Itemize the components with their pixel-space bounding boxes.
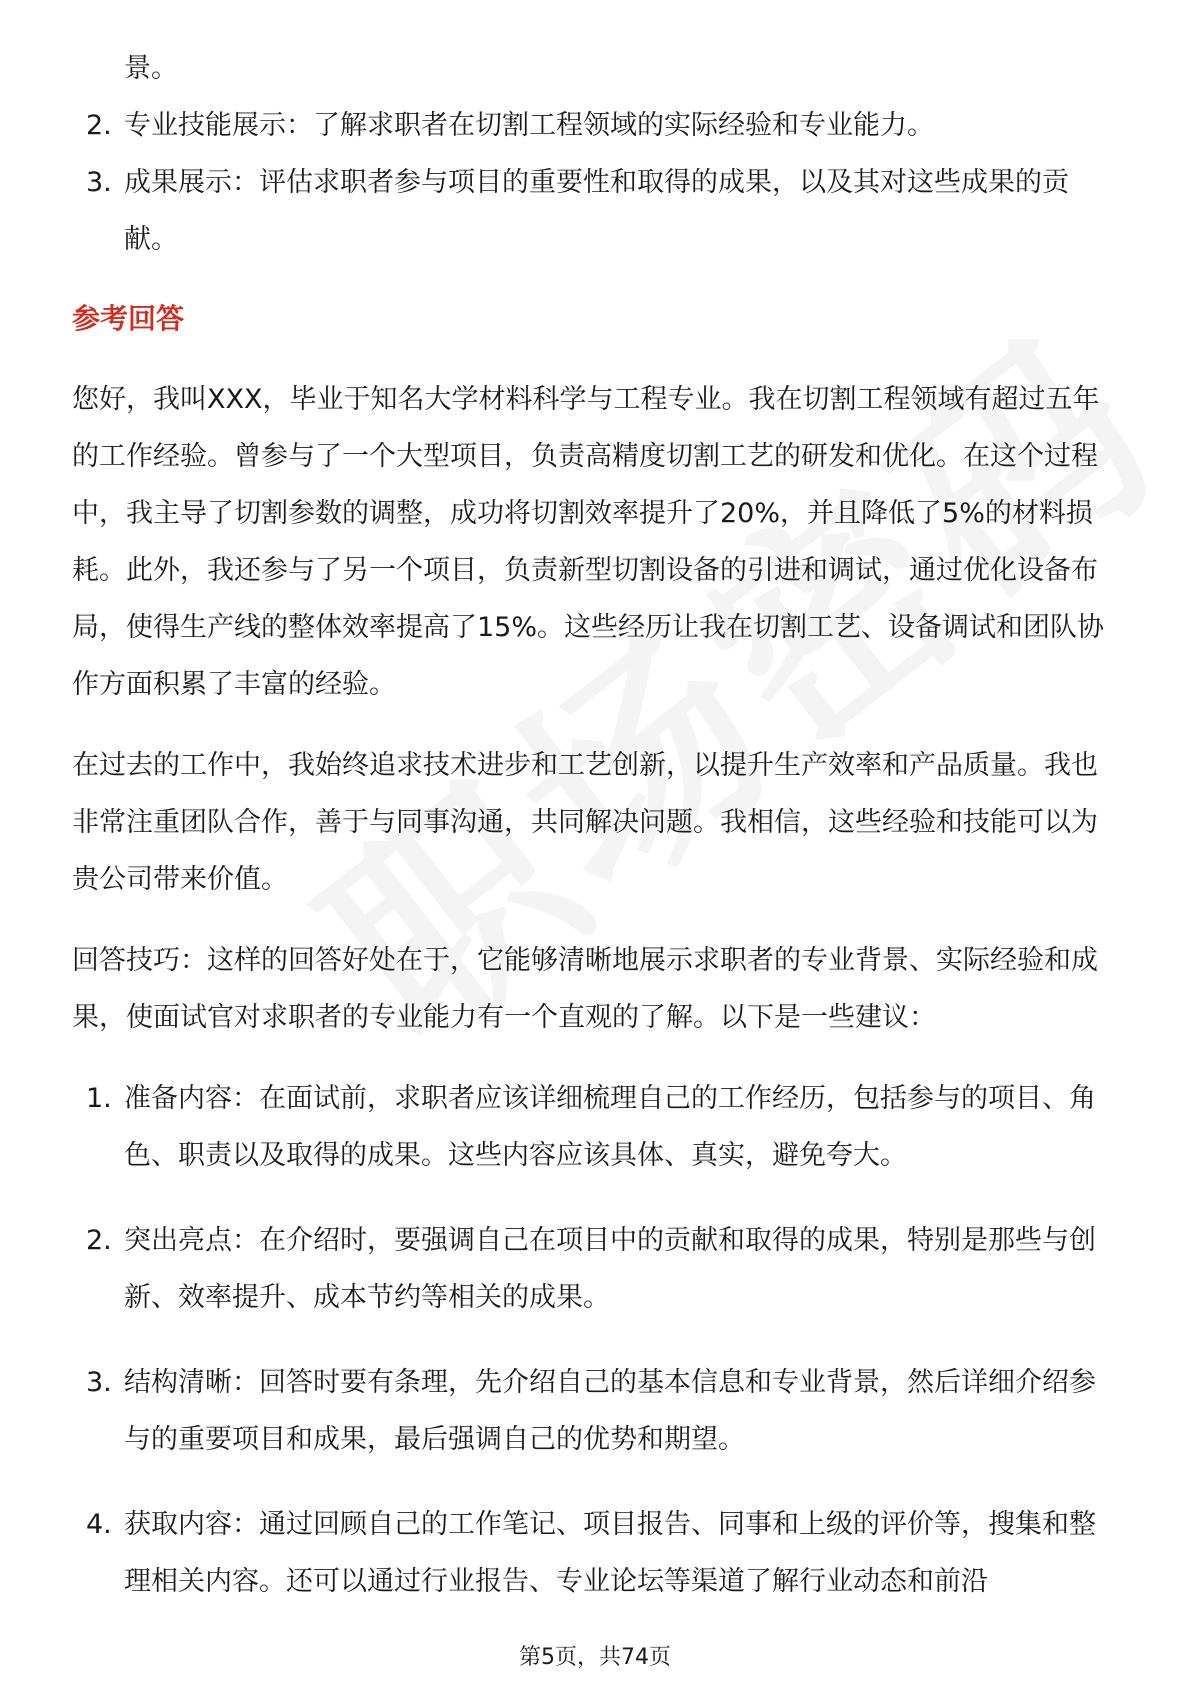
list-number: 2. [86, 1225, 112, 1256]
list-text: 结构清晰：回答时要有条理，先介绍自己的基本信息和专业背景，然后详细介绍参与的重要项目和成果，最后强调自己的优势和期望。 [124, 1367, 1096, 1455]
answer-paragraph: 在过去的工作中，我始终追求技术进步和工艺创新，以提升生产效率和产品质量。我也非常注重团队合作，善于与同事沟通，共同解决问题。我相信，这些经验和技能可以为贵公司带来价值。 [72, 750, 1098, 895]
list-item [72, 1070, 1120, 1184]
list-text: 准备内容：在面试前，求职者应该详细梳理自己的工作经历，包括参与的项目、角色、职责以及取得的成果。这些内容应该具体、真实，避免夸大。 [124, 1083, 1096, 1171]
answer-paragraph: 您好，我叫XXX，毕业于知名大学材料科学与工程专业。我在切割工程领域有超过五年的工作经验。曾参与了一个大型项目，负责高精度切割工艺的研发和优化。在这个过程中，我主导了切割参数的调整，成功将切割效率提升了20%，并且降低了5%的材料损耗。此外，我还参与了另一个项目，负责新型切割设备的引进和调试，通过优化设备布局，使得生产线的整体效率提高了15%。这些经历让我在切割工艺、设备调试和团队协作方面积累了丰富的经验。 [72, 384, 1105, 700]
list-number: 3. [86, 1367, 112, 1398]
document-body [72, 40, 1120, 1638]
list-text: 成果展示：评估求职者参与项目的重要性和取得的成果，以及其对这些成果的贡献。 [124, 167, 1069, 255]
list-text: 获取内容：通过回顾自己的工作笔记、项目报告、同事和上级的评价等，搜集和整理相关内容。还可以通过行业报告、专业论坛等渠道了解行业动态和前沿 [124, 1509, 1096, 1597]
tips-list [72, 1070, 1120, 1610]
list-item [72, 1496, 1120, 1610]
list-number: 2. [86, 110, 112, 141]
page-footer: 第5页，共74页 [519, 1645, 671, 1670]
tips-intro-paragraph: 回答技巧：这样的回答好处在于，它能够清晰地展示求职者的专业背景、实际经验和成果，使面试官对求职者的专业能力有一个直观的了解。以下是一些建议： [72, 945, 1098, 1033]
list-item [72, 154, 1120, 268]
list-number: 4. [86, 1509, 112, 1540]
list-text: 突出亮点：在介绍时，要强调自己在项目中的贡献和取得的成果，特别是那些与创新、效率提升、成本节约等相关的成果。 [124, 1225, 1096, 1313]
list-number: 1. [86, 1083, 112, 1114]
section-heading: 参考回答 [72, 302, 185, 335]
evaluation-list [72, 97, 1120, 268]
list-text: 专业技能展示：了解求职者在切割工程领域的实际经验和专业能力。 [124, 110, 934, 141]
list-item [72, 1212, 1120, 1326]
list-item [72, 1354, 1120, 1468]
list-number: 3. [86, 167, 112, 198]
continued-text: 景。 [124, 53, 178, 84]
list-item [72, 97, 1120, 154]
